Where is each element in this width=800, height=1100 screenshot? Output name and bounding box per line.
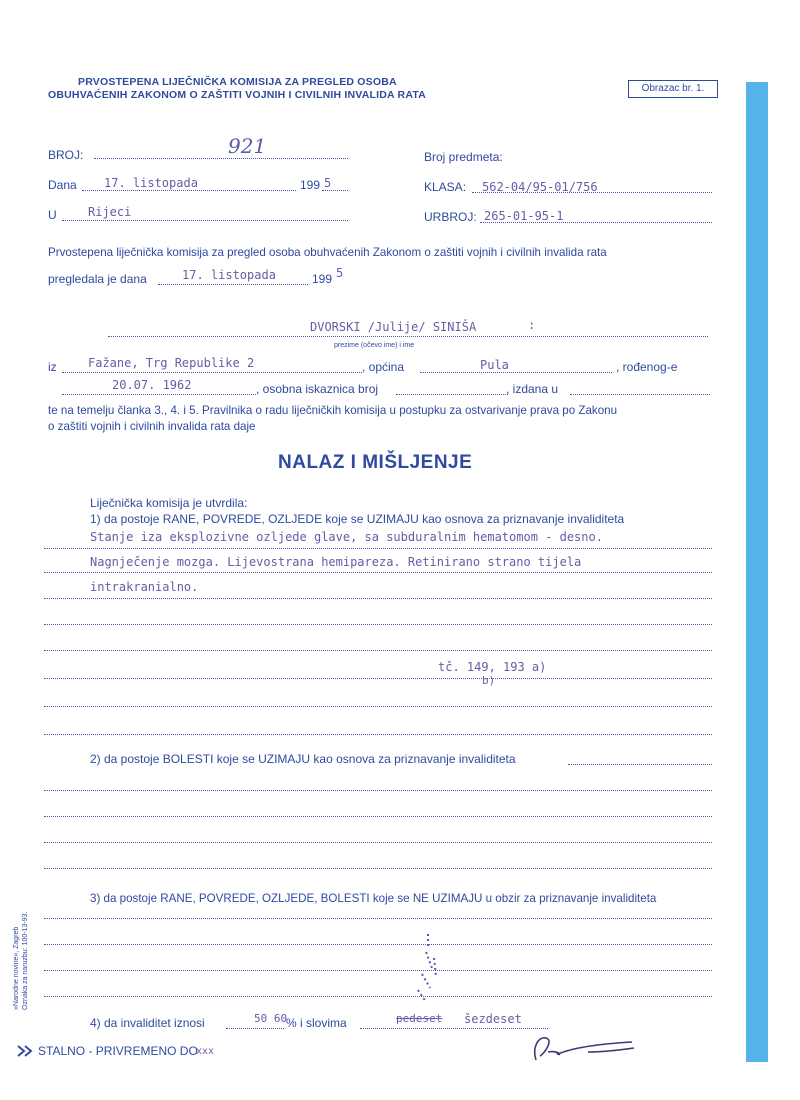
percent-value: 50 60 [254,1012,288,1025]
intro-date-line [158,284,308,285]
legal-line-2: o zaštiti vojnih i civilnih invalida rata daje [48,420,256,433]
finding-1-text-3: intrakranialno. [90,580,199,594]
u-label: U [48,208,57,222]
name-mark: : [528,318,536,332]
finding-3-line-3 [44,970,712,971]
chevrons-icon [16,1044,34,1058]
finding-2-label: 2) da postoje BOLESTI koje se UZIMAJU kao osnova za priznavanje invaliditeta [90,752,516,766]
u-value: Rijeci [88,205,132,219]
finding-1-ref-2: b) [482,674,496,687]
name-line [108,336,708,337]
finding-1-line-7 [44,706,712,707]
finding-3-line-1 [44,918,712,919]
legal-line-1: te na temelju članka 3., 4. i 5. Pravilnika o radu liječničkih komisija u postupku za ostvarivanje prava po Zakonu [48,404,618,417]
address-value: Fažane, Trg Republike 2 [88,356,255,370]
percent-words-label: % i slovima [286,1016,347,1030]
dana-year-line [322,190,348,191]
finding-1-text-2: Nagnječenje mozga. Lijevostrana hemipareza. Retinirano strano tijela [90,555,582,569]
finding-1-line-2 [44,572,712,573]
intro-year-prefix: 199 [312,272,333,286]
stalno-label: STALNO - PRIVREMENO DO [38,1044,198,1058]
section-title: NALAZ I MIŠLJENJE [278,452,473,473]
intro-line-2-label: pregledala je dana [48,272,147,286]
finding-3-line-2 [44,944,712,945]
intro-year-suffix: 5 [336,266,344,280]
form-code-box: Obrazac br. 1. [628,80,718,98]
intro-date-value: 17. listopada [182,268,276,282]
broj-predmeta-label: Broj predmeta: [424,150,503,164]
name-caption: prezime (očevo ime) i ime [334,342,415,349]
klasa-value: 562-04/95-01/756 [482,180,598,194]
words-line [360,1028,548,1029]
finding-3-label: 3) da postoje RANE, POVREDE, OZLJEDE, BOLESTI koje se NE UZIMAJU u obzir za priznavanje invaliditeta [90,892,657,905]
opcina-label: , općina [362,360,405,374]
finding-1-line-5 [44,650,712,651]
printer-imprint [12,912,30,1010]
stalno-strike: xxx [196,1046,215,1057]
urbroj-label: URBROJ: [424,210,477,224]
issuer-line-1: PRVOSTEPENA LIJEČNIČKA KOMISIJA ZA PREGLED OSOBA [78,76,397,88]
finding-1-line-4 [44,624,712,625]
broj-value: 921 [228,134,267,158]
finding-1-line-8 [44,734,712,735]
urbroj-value: 265-01-95-1 [484,209,564,223]
klasa-label: KLASA: [424,180,467,194]
printer-line-2: Oznaka za naruzbu: 100-13-93. [22,911,29,1010]
finding-2-line-1 [44,790,712,791]
percent-words-struck: pedeset [396,1012,443,1025]
issuer-line-2: OBUHVAĆENIH ZAKONOM O ZAŠTITI VOJNIH I CIVILNIH INVALIDA RATA [48,89,426,101]
signature [528,1030,638,1066]
iskaznica-label: , osobna iskaznica broj [256,382,379,396]
finding-1-line-6 [44,678,712,679]
dana-year-prefix: 199 [300,178,321,192]
iskaznica-line [396,394,508,395]
printer-line-1: »Narodne novine«, Zagreb [13,926,20,1010]
finding-3-line-4 [44,996,712,997]
broj-label: BROJ: [48,148,84,162]
percent-line [226,1028,284,1029]
side-stripe [746,82,768,1062]
finding-1-ref: tč. 149, 193 a) [438,660,547,674]
finding-2-line-3 [44,842,712,843]
finding-1-text-1: Stanje iza eksplozivne ozljede glave, sa subduralnim hematomom - desno. [90,530,603,544]
izdana-label: , izdana u [506,382,559,396]
dana-label: Dana [48,178,77,192]
dana-value: 17. listopada [104,176,198,190]
u-line [62,220,348,221]
izdana-line [570,394,710,395]
dana-year-suffix: 5 [324,176,332,190]
broj-line [94,158,348,159]
dob-line [62,394,256,395]
finding-2-line-0 [568,764,712,765]
iz-label: iz [48,360,57,374]
finding-2-line-4 [44,868,712,869]
finding-2-line-2 [44,816,712,817]
finding-1-label: 1) da postoje RANE, POVREDE, OZLJEDE koje se UZIMAJU kao osnova za priznavanje invaliditeta [90,512,625,526]
opcina-line [420,372,612,373]
finding-1-line-1 [44,548,712,549]
stamp-mark [398,928,458,1008]
opcina-value: Pula [480,358,509,372]
dob-value: 20.07. 1962 [112,378,192,392]
findings-intro: Liječnička komisija je utvrdila: [90,496,248,510]
rodenog-label: , rođenog-e [616,360,678,374]
person-name: DVORSKI /Julije/ SINIŠA [310,320,477,334]
dana-line [82,190,296,191]
percent-words: šezdeset [464,1012,522,1026]
finding-1-line-3 [44,598,712,599]
finding-4-label: 4) da invaliditet iznosi [90,1016,205,1030]
address-line [62,372,362,373]
intro-line-1: Prvostepena liječnička komisija za pregled osoba obuhvaćenih Zakonom o zaštiti vojnih i civilnih invalida rata [48,246,607,259]
